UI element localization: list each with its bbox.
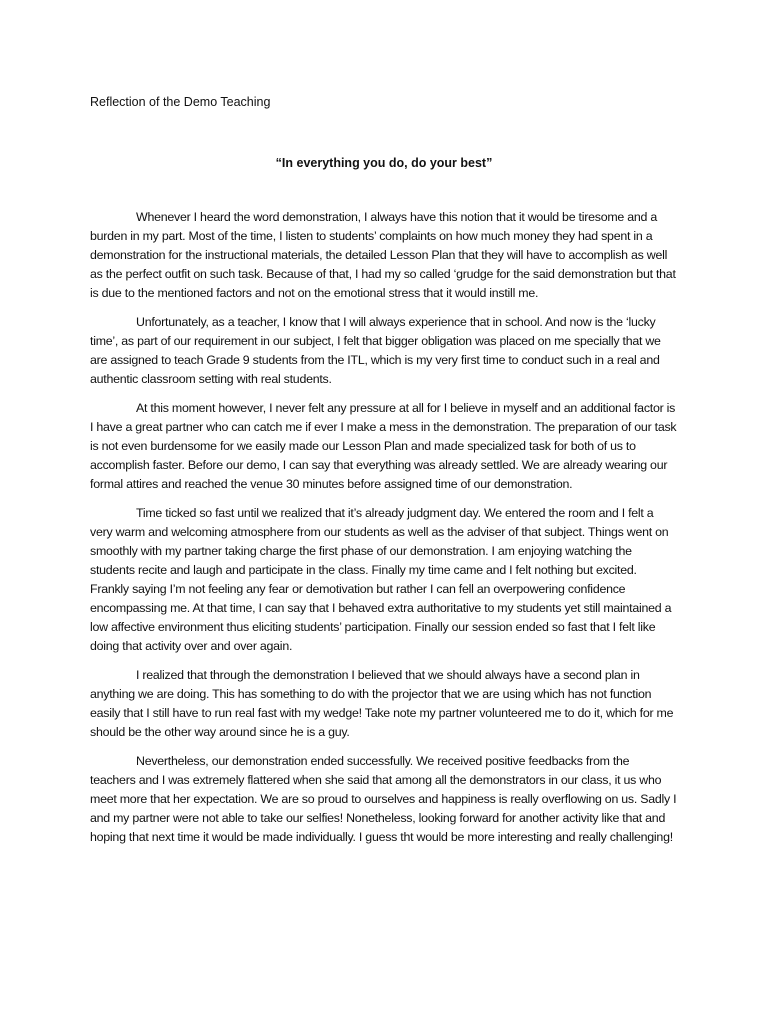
document-title: Reflection of the Demo Teaching: [90, 95, 271, 109]
paragraph-5: I realized that through the demonstration I believed that we should always have a second plan in anything we are doing. This has something to do with the projector that we are using which has not function easily that I still have to run real fast with my wedge! Take note my partner volunteered me to do it, which for me should be the other way around since he is a guy.: [90, 668, 674, 739]
document-quote: “In everything you do, do your best”: [275, 156, 493, 170]
paragraph-6: Nevertheless, our demonstration ended successfully. We received positive feedbacks from the teachers and I was extremely flattered when she said that among all the demonstrators in our class, it us who meet more that her expectation. We are so proud to ourselves and happiness is really overflowing on us. Sadly I and my partner were not able to take our selfies! Nonetheless, looking forward for another activity like that and hoping that next time it would be made individually. I guess tht would be more interesting and really challenging!: [90, 754, 677, 844]
paragraph-4: Time ticked so fast until we realized that it’s already judgment day. We entered the room and I felt a very warm and welcoming atmosphere from our students as well as the adviser of that subject. Things went on smoothly with my partner taking charge the first phase of our demonstration. I am enjoying watching the students recite and laugh and participate in the class. Finally my time came and I felt nothing but excited. Frankly saying I’m not feeling any fear or demotivation but rather I can fell an overpowering confidence encompassing me. At that time, I can say that I behaved extra authoritative to my students yet still maintained a low affective environment thus eliciting students’ participation. Finally our session ended so fast that I felt like doing that activity over and over again.: [90, 506, 672, 653]
paragraph-1: Whenever I heard the word demonstration, I always have this notion that it would be tiresome and a burden in my part. Most of the time, I listen to students’ complaints on how much money they had spent in a demonstration for the instructional materials, the detailed Lesson Plan that they will have to accomplish as well as the perfect outfit on such task. Because of that, I had my so called ‘grudge for the said demonstration but that is due to the mentioned factors and not on the emotional stress that it would instill me.: [90, 210, 676, 300]
paragraph-3: At this moment however, I never felt any pressure at all for I believe in myself and an additional factor is I have a great partner who can catch me if ever I make a mess in the demonstration. The preparation of our task is not even burdensome for we easily made our Lesson Plan and made specialized task for both of us to accomplish faster. Before our demo, I can say that everything was already settled. We are already wearing our formal attires and reached the venue 30 minutes before assigned time of our demonstration.: [90, 401, 677, 491]
document-body: [90, 208, 678, 857]
paragraph-2: Unfortunately, as a teacher, I know that I will always experience that in school. And now is the ‘lucky time’, as part of our requirement in our subject, I felt that bigger obligation was placed on me specially that we are assigned to teach Grade 9 students from the ITL, which is my very first time to conduct such in a real and authentic classroom setting with real students.: [90, 315, 661, 386]
